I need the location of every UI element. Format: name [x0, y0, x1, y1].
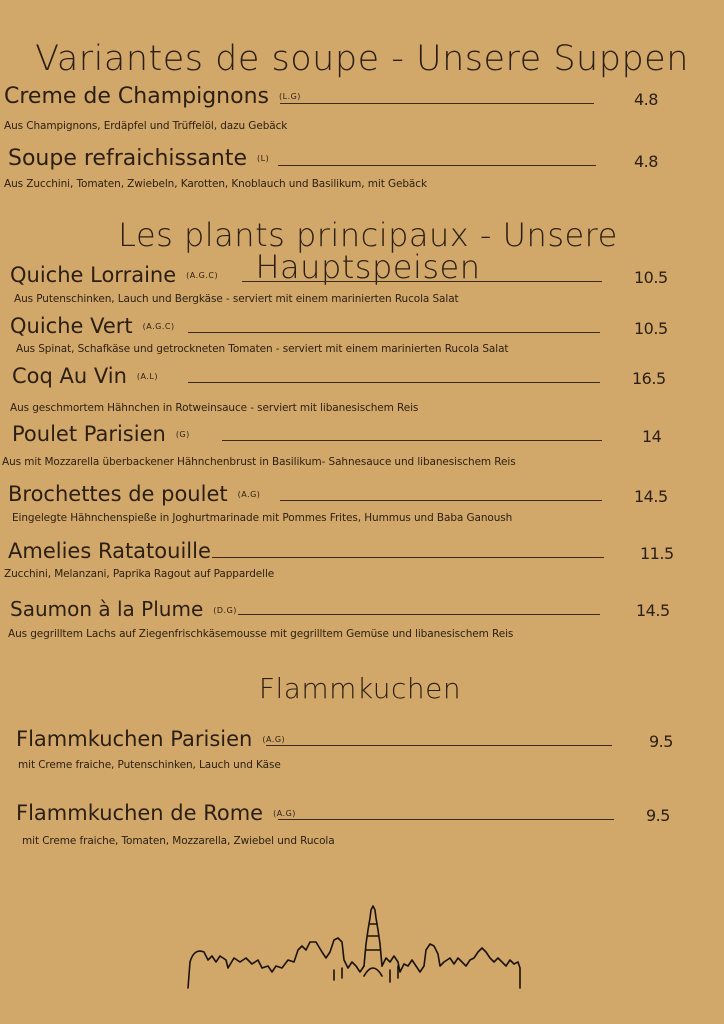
item-name: Flammkuchen Parisien (A.G)	[16, 727, 286, 751]
item-description: mit Creme fraiche, Putenschinken, Lauch und Käse	[18, 759, 281, 771]
item-price: 10.5	[634, 268, 668, 287]
allergen-codes: (A.G)	[273, 809, 296, 818]
dot-leader	[278, 165, 596, 166]
item-name: Flammkuchen de Rome (A.G)	[16, 801, 296, 825]
dot-leader	[188, 382, 600, 383]
allergen-codes: (D.G)	[213, 605, 237, 615]
item-description: Aus Zucchini, Tomaten, Zwiebeln, Karotten, Knoblauch und Basilikum, mit Gebäck	[4, 178, 427, 190]
allergen-codes: (A.G)	[237, 490, 261, 499]
item-description: Zucchini, Melanzani, Paprika Ragout auf Pappardelle	[4, 568, 275, 580]
item-description: Aus Spinat, Schafkäse und getrockneten Tomaten - serviert mit einem marinierten Rucola Salat	[16, 343, 509, 355]
item-price: 14.5	[636, 601, 670, 620]
item-name: Quiche Vert (A.G.C)	[10, 314, 175, 338]
item-name: Creme de Champignons (L.G)	[4, 84, 301, 109]
allergen-codes: (A.G.C)	[186, 271, 219, 280]
item-price: 11.5	[640, 544, 674, 563]
menu-item	[10, 262, 670, 305]
allergen-codes: (G)	[175, 430, 190, 439]
dot-leader	[238, 614, 600, 615]
dot-leader	[280, 103, 594, 104]
dot-leader	[188, 332, 600, 333]
dot-leader	[242, 281, 602, 282]
mains-section-title: Les plants principaux - Unsere Hauptspeisen	[118, 216, 618, 286]
item-price: 14.5	[634, 487, 668, 506]
dot-leader	[278, 819, 614, 820]
item-price: 16.5	[632, 369, 666, 388]
item-price: 14	[642, 427, 662, 446]
item-price: 4.8	[634, 90, 658, 109]
item-description: Aus geschmortem Hähnchen in Rotweinsauce - serviert mit libanesischem Reis	[10, 402, 419, 414]
dot-leader	[222, 440, 602, 441]
item-name: Soupe refraichissante (L)	[8, 146, 270, 171]
dot-leader	[212, 557, 604, 558]
item-description: Aus Putenschinken, Lauch und Bergkäse - serviert mit einem marinierten Rucola Salat	[14, 293, 459, 305]
menu-item	[8, 595, 670, 640]
menu-item	[10, 363, 672, 414]
item-description: Aus gegrilltem Lachs auf Ziegenfrischkäsemousse mit gegrilltem Gemüse und libanesischem Reis	[8, 628, 514, 640]
dot-leader	[266, 745, 612, 746]
item-price: 10.5	[634, 319, 668, 338]
menu-item	[4, 538, 674, 580]
item-name: Quiche Lorraine (A.G.C)	[10, 263, 219, 287]
item-name: Saumon à la Plume (D.G)	[10, 597, 237, 621]
item-name: Brochettes de poulet (A.G)	[8, 482, 261, 506]
flammkuchen-section-title: Flammkuchen	[258, 672, 462, 705]
item-description: Aus mit Mozzarella überbackener Hähnchenbrust in Basilikum- Sahnesauce und libanesischem Reis	[2, 456, 516, 468]
item-price: 9.5	[646, 806, 670, 825]
allergen-codes: (L.G)	[278, 92, 301, 101]
soups-section-title: Variantes de soupe - Unsere Suppen	[35, 39, 689, 79]
item-name: Poulet Parisien (G)	[12, 422, 190, 446]
item-price: 9.5	[649, 732, 673, 751]
menu-item	[16, 800, 676, 847]
menu-item	[8, 481, 668, 524]
item-name: Coq Au Vin (A.L)	[12, 364, 158, 388]
menu-item	[4, 84, 664, 132]
allergen-codes: (A.G)	[262, 735, 286, 744]
item-description: mit Creme fraiche, Tomaten, Mozzarella, Zwiebel und Rucola	[22, 835, 335, 847]
item-description: Aus Champignons, Erdäpfel und Trüffelöl, dazu Gebäck	[4, 120, 288, 132]
item-price: 4.8	[634, 152, 658, 171]
menu-item	[16, 726, 676, 771]
menu-item	[4, 146, 664, 190]
allergen-codes: (A.L)	[136, 372, 158, 381]
dot-leader	[280, 500, 602, 501]
menu-item	[2, 421, 672, 468]
item-name: Amelies Ratatouille	[8, 539, 211, 563]
allergen-codes: (A.G.C)	[142, 322, 175, 331]
item-description: Eingelegte Hähnchenspieße in Joghurtmarinade mit Pommes Frites, Hummus und Baba Ganoush	[12, 512, 513, 524]
allergen-codes: (L)	[257, 154, 270, 163]
menu-item	[10, 313, 670, 355]
